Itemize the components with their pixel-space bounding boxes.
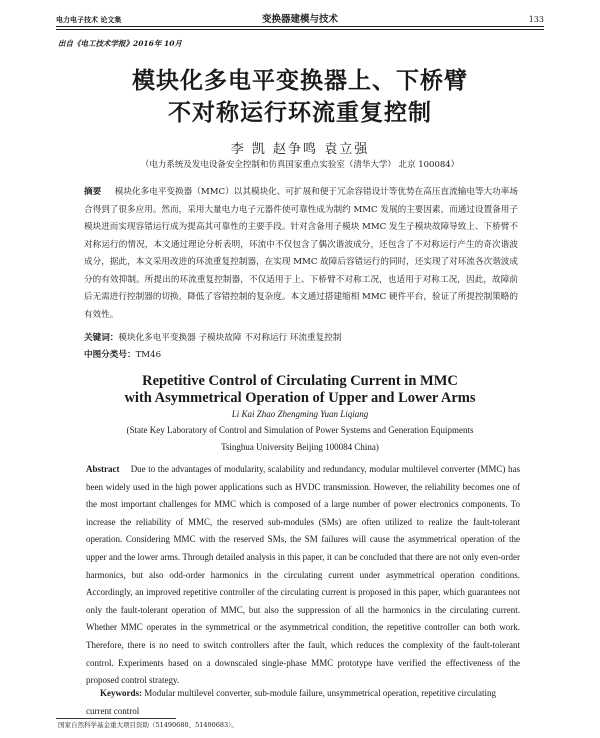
affiliation-en-line-1: (State Key Laboratory of Control and Simulation of Power Systems and Generation Equipments (126, 425, 474, 435)
title-cn-line-2: 不对称运行环流重复控制 (168, 100, 432, 126)
page-number: 133 (528, 15, 544, 24)
abstract-cn-label: 摘要 (84, 187, 102, 197)
header-left: 电力电子技术 论文集 (56, 15, 122, 24)
keywords-en-text: Modular multilevel converter, sub-module failure, unsymmetrical operation, repetitive circulating current control (86, 688, 497, 716)
keywords-en (86, 685, 520, 720)
classification-cn-code: TM46 (135, 350, 162, 360)
header-rule (56, 26, 544, 27)
keywords-en-label: Keywords: (100, 688, 142, 698)
footnote: 国家自然科学基金重大项目资助（51490680、51490683）。 (58, 721, 238, 729)
abstract-cn-text: 模块化多电平变换器（MMC）以其模块化、可扩展和便于冗余容错设计等优势在高压直流输电等大功率场合得到了很多应用。然而，采用大量电力电子元器件使可靠性成为制约 MMC 发展的主要因素，而通过设置备用子模块进而实现容错运行成为提高其可靠性的主要手段。针对含备用子模块 MMC 发生子模块故障导致上、下桥臂不对称运行的情况，本文通过理论分析表明，环流中不仅包含了偶次谐波成分，还包含了不对称运行产生的奇次谐波成分，据此，本文采用改进的环流重复控制器，在实现 MMC 故障后容错运行的同时，还实现了对环流各次谐波成分的有效抑制。所提出的环流重复控制器，不仅适用于上、下桥臂不对称工况，也适用于对称工况，因此，故障前后无需进行控制器的切换，降低了容错控制的复杂度。本文通过搭建缩相 MMC 硬件平台，验证了所提控制策略的有效性。 (84, 187, 518, 320)
title-cn-line-1: 模块化多电平变换器上、下桥臂 (132, 68, 468, 94)
footnote-rule (56, 718, 176, 719)
title-en-line-2: with Asymmetrical Operation of Upper and Lower Arms (124, 390, 476, 406)
abstract-en (86, 461, 520, 690)
abstract-en-label: Abstract (86, 464, 120, 474)
header-rule-thin (56, 29, 544, 30)
title-en-line-1: Repetitive Control of Circulating Current in MMC (142, 373, 458, 389)
keywords-cn-text: 模块化多电平变换器 子模块故障 不对称运行 环流重复控制 (118, 333, 342, 343)
source-note: 出自《电工技术学报》2016年 10月 (58, 39, 182, 48)
classification-cn (84, 348, 518, 360)
header-center: 变换器建模与技术 (261, 14, 338, 25)
abstract-cn (84, 184, 518, 324)
authors-en: Li Kai Zhao Zhengming Yuan Liqiang (231, 409, 369, 419)
keywords-cn-label: 关键词： (84, 333, 119, 343)
keywords-cn (84, 331, 518, 343)
authors-cn: 李 凯 赵争鸣 袁立强 (230, 142, 370, 157)
classification-cn-label: 中图分类号： (84, 350, 136, 360)
affiliation-en-line-2: Tsinghua University Beijing 100084 China) (221, 442, 379, 452)
abstract-en-text: Due to the advantages of modularity, scalability and redundancy, modular multilevel converter (MMC) has been widely used in the high power applications such as HVDC transmission. However, the reliability becomes one of the most important challenges for MMC which is composed of a large number of power electronics components. To increase the reliability of MMC, the reserved sub-modules (SMs) are often utilized to realize the fault-tolerant operation. Considering MMC with the reserved SMs, the SM failures will cause the asymmetrical operation of the upper and the lower arms. Through detailed analysis in this paper, it can be concluded that there are not only even-order harmonics, but also odd-order harmonics in the circulating current under asymmetrical operation conditions. Accordingly, an improved repetitive controller of the circulating current is proposed in this paper, which guarantees not only the fault-tolerant operation of MMC, but also the suppression of all the harmonics in the circulating current. Whether MMC operates in the symmetrical or the asymmetrical condition, the repetitive controller can both work. Therefore, there is no need to switch controllers after the fault, which reduces the complexity of the fault-tolerant control. Experiments based on a downscaled single-phase MMC prototype have verified the effectiveness of the proposed control strategy. (86, 464, 521, 686)
affiliation-cn: （电力系统及发电设备安全控制和仿真国家重点实验室（清华大学） 北京 100084） (140, 160, 460, 170)
